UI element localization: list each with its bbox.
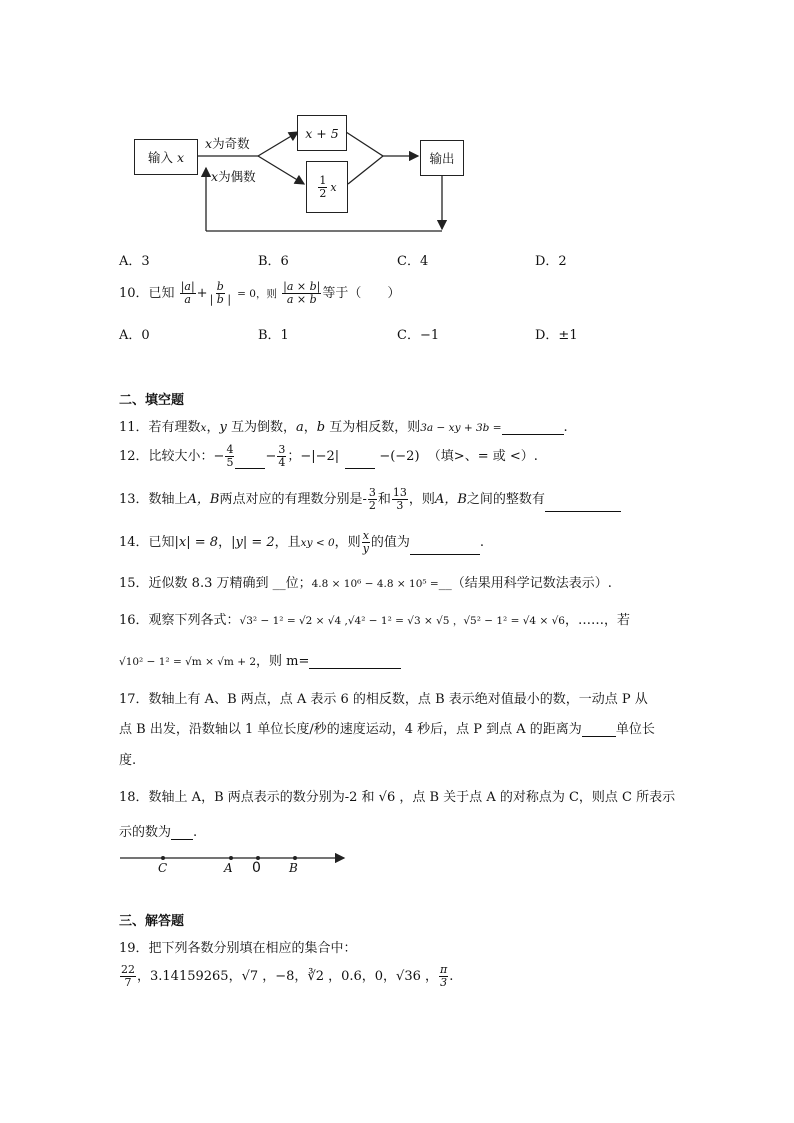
q9-option-b: B．6 bbox=[258, 254, 289, 269]
flow-line-top-merge bbox=[346, 132, 383, 156]
q17-line3: 度. bbox=[119, 753, 137, 768]
flow-box-plus5: x + 5 bbox=[297, 115, 347, 151]
q10-option-d: D．±1 bbox=[535, 328, 578, 343]
q16-line1: 16．观察下列各式：√3² − 1² = √2 × √4 ,√4² − 1² = √3 × √5 ，√5² − 1² = √4 × √6，……，若 bbox=[119, 613, 630, 628]
q17-line2: 点 B 出发，沿数轴以 1 单位长度/秒的速度运动，4 秒后，点 P 到点 A 的距离为 单位长 bbox=[119, 722, 655, 737]
q9-option-a: A．3 bbox=[119, 254, 150, 269]
q11-blank[interactable] bbox=[502, 419, 564, 435]
number-line-label-b: B bbox=[289, 861, 298, 875]
flow-even-label: x为偶数 bbox=[211, 169, 256, 184]
number-line-point-b bbox=[293, 856, 297, 860]
q16-line2: √10² − 1² = √m × √m + 2，则 m= bbox=[119, 650, 401, 669]
q13: 13．数轴上A，B两点对应的有理数分别是- $\frac{3}{2}$ 和 $\frac{13}{3}$ ，则A，B之间的整数有 bbox=[119, 487, 621, 512]
flow-input-label: 输入 bbox=[147, 150, 173, 165]
q16-blank[interactable] bbox=[309, 653, 401, 669]
flow-input-box bbox=[134, 139, 198, 175]
flow-input-var: x bbox=[176, 149, 185, 165]
q10-option-c: C．−1 bbox=[397, 328, 440, 343]
q9-option-c: C．4 bbox=[397, 254, 429, 269]
q18-line2: 示的数为 . bbox=[119, 825, 198, 840]
q12: 12．比较大小：− $\frac{4}{5}$ − $\frac{3}{4}$ ；−|−2| −(−2) （填>、= 或 <）. bbox=[119, 443, 538, 469]
q14-blank[interactable] bbox=[410, 539, 480, 555]
q19-stem: 19．把下列各数分别填在相应的集合中： bbox=[119, 941, 357, 956]
flowchart-diagram bbox=[0, 0, 794, 250]
q18-line1: 18．数轴上 A，B 两点表示的数分别为-2 和 √6 ，点 B 关于点 A 的对称点为 C，则点 C 所表示 bbox=[119, 790, 676, 805]
flow-odd-label: x为奇数 bbox=[205, 136, 250, 151]
number-line-point-a bbox=[229, 856, 233, 860]
flow-arrow-odd bbox=[258, 132, 298, 156]
flow-box-half: $\frac{1}{2}$ x bbox=[306, 161, 348, 213]
q17-line1: 17．数轴上有 A、B 两点，点 A 表示 6 的相反数，点 B 表示绝对值最小的数，一动点 P 从 bbox=[119, 692, 648, 707]
q15: 15．近似数 8.3 万精确到 __位；4.8 × 10⁶ − 4.8 × 10⁵ =__（结果用科学记数法表示）. bbox=[119, 576, 612, 591]
flow-line-bottom-merge bbox=[348, 156, 383, 184]
q10-option-b: B．1 bbox=[258, 328, 289, 343]
number-line-label-c: C bbox=[158, 861, 168, 875]
section-solution-heading: 三、解答题 bbox=[119, 914, 185, 929]
flow-output-box: 输出 bbox=[420, 140, 464, 176]
number-line-point-c bbox=[161, 856, 165, 860]
q18-blank[interactable] bbox=[171, 824, 193, 840]
q11: 11．若有理数x，y 互为倒数，a，b 互为相反数，则3a − xy + 3b = . bbox=[119, 420, 568, 435]
q10-stem: 10．已知 $\frac{|a|}{a}$ + $\frac{b}{| b |}$ = 0，则 $\frac{|a \times b|}{a \times b}$ 等于（ ） bbox=[119, 280, 401, 306]
q10-option-a: A．0 bbox=[119, 328, 150, 343]
q19-numbers: $\frac{22}{7}$ ，3.14159265，√7 ，−8，∛2 ，0.6，0，√36 ， $\frac{\pi}{3}$ . bbox=[121, 963, 454, 989]
q9-option-d: D．2 bbox=[535, 254, 567, 269]
q17-blank[interactable] bbox=[582, 721, 616, 737]
number-line-label-0: 0 bbox=[252, 860, 261, 876]
flow-arrow-even bbox=[258, 156, 304, 184]
number-line bbox=[0, 845, 794, 885]
q14: 14．已知|x| = 8，|y| = 2，且xy < 0，则 $\frac{x}{y}$ 的值为 . bbox=[119, 529, 485, 555]
q12-blank-1[interactable] bbox=[235, 453, 265, 469]
q12-blank-2[interactable] bbox=[345, 453, 375, 469]
section-fill-blank-heading: 二、填空题 bbox=[119, 393, 185, 408]
number-line-label-a: A bbox=[224, 861, 233, 875]
q13-blank[interactable] bbox=[545, 496, 621, 512]
